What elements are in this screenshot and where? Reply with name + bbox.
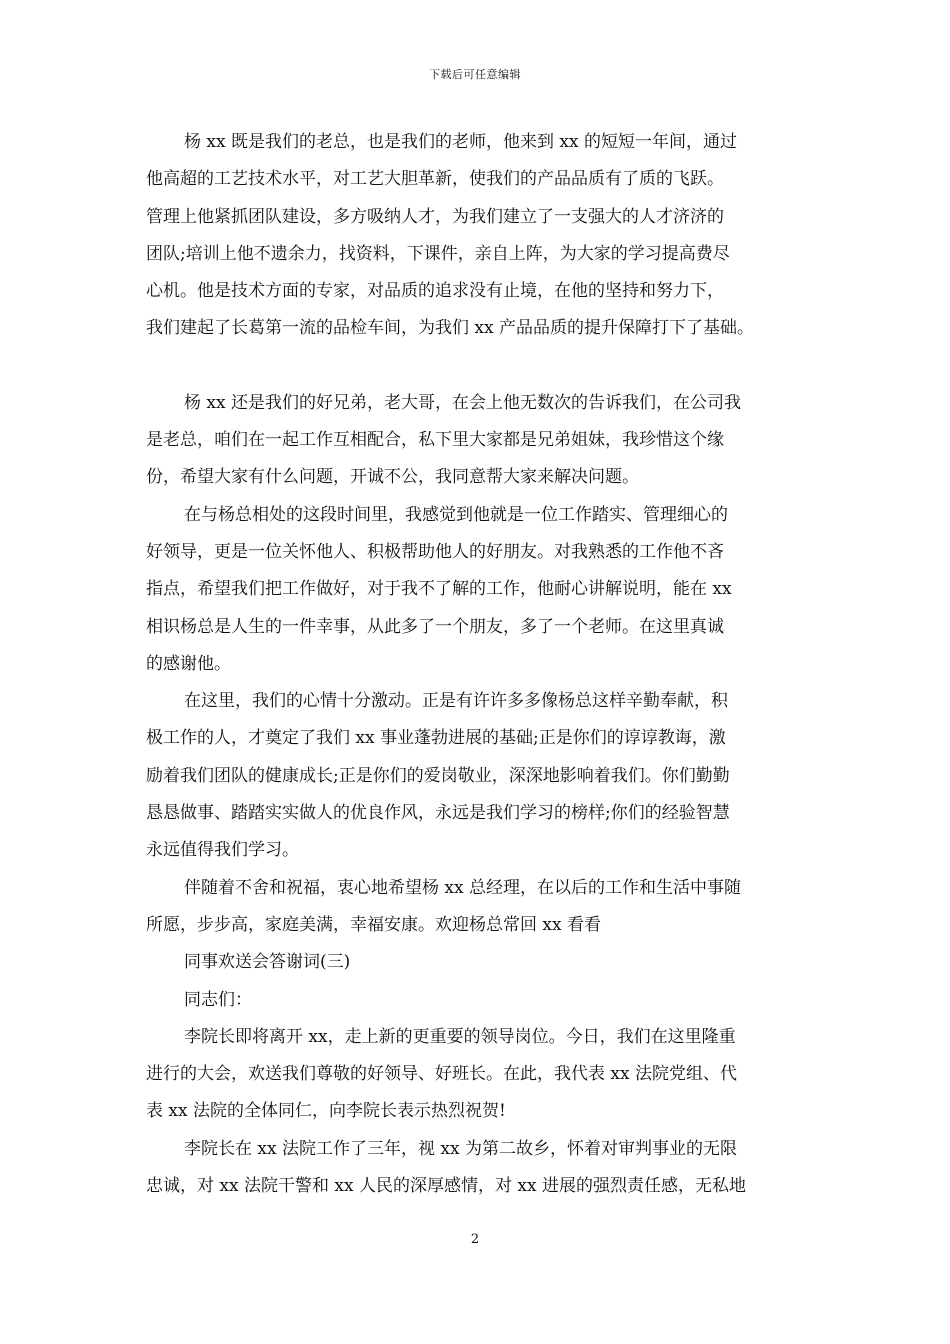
text-line: 好领导，更是一位关怀他人、积极帮助他人的好朋友。对我熟悉的工作他不吝 — [146, 541, 724, 562]
text-line: 忠诚，对 xx 法院干警和 xx 人民的深厚感情，对 xx 进展的强烈责任感，无私地 — [146, 1176, 746, 1197]
text-line: 恳恳做事、踏踏实实做人的优良作风，永远是我们学习的榜样;你们的经验智慧 — [146, 803, 730, 824]
document-body — [146, 124, 808, 1205]
text-line: 极工作的人，才奠定了我们 xx 事业蓬勃进展的基础;正是你们的谆谆教诲，激 — [146, 728, 726, 749]
text-line: 李院长在 xx 法院工作了三年，视 xx 为第二故乡，怀着对审判事业的无限 — [184, 1138, 737, 1159]
page-header-note: 下载后可任意编辑 — [429, 68, 521, 81]
text-line: 李院长即将离开 xx，走上新的更重要的领导岗位。今日，我们在这里隆重 — [184, 1026, 736, 1047]
text-line: 的感谢他。 — [146, 653, 231, 674]
text-line: 进行的大会，欢送我们尊敬的好领导、好班长。在此，我代表 xx 法院党组、代 — [146, 1064, 737, 1085]
text-line: 永远值得我们学习。 — [146, 840, 299, 861]
text-line: 是老总，咱们在一起工作互相配合，私下里大家都是兄弟姐妹，我珍惜这个缘 — [146, 430, 724, 451]
text-line: 他高超的工艺技术水平，对工艺大胆革新，使我们的产品品质有了质的飞跃。 — [146, 169, 724, 190]
page-number: 2 — [470, 1232, 480, 1247]
text-line: 心机。他是技术方面的专家，对品质的追求没有止境，在他的坚持和努力下， — [146, 281, 724, 302]
salutation: 同志们： — [184, 989, 252, 1010]
text-line: 份，希望大家有什么问题，开诚不公，我同意帮大家来解决问题。 — [146, 467, 639, 488]
text-line: 相识杨总是人生的一件幸事，从此多了一个朋友，多了一个老师。在这里真诚 — [146, 616, 724, 637]
text-line: 表 xx 法院的全体同仁，向李院长表示热烈祝贺! — [146, 1101, 506, 1122]
text-line: 管理上他紧抓团队建设，多方吸纳人才，为我们建立了一支强大的人才济济的 — [146, 206, 724, 227]
text-line: 在与杨总相处的这段时间里，我感觉到他就是一位工作踏实、管理细心的 — [184, 504, 728, 525]
text-line: 所愿，步步高，家庭美满，幸福安康。欢迎杨总常回 xx 看看 — [146, 914, 601, 935]
text-line: 伴随着不舍和祝福，衷心地希望杨 xx 总经理，在以后的工作和生活中事随 — [184, 877, 741, 898]
text-line: 指点，希望我们把工作做好，对于我不了解的工作，他耐心讲解说明，能在 xx — [146, 579, 732, 600]
paragraph-gap — [146, 348, 808, 385]
text-line: 杨 xx 既是我们的老总，也是我们的老师，他来到 xx 的短短一年间，通过 — [184, 132, 737, 152]
text-line: 杨 xx 还是我们的好兄弟，老大哥，在会上他无数次的告诉我们，在公司我 — [184, 392, 741, 413]
section-title: 同事欢送会答谢词(三) — [184, 952, 351, 973]
text-line: 在这里，我们的心情十分激动。正是有许许多多像杨总这样辛勤奉献，积 — [184, 691, 728, 712]
text-line: 团队;培训上他不遗余力，找资料，下课件，亲自上阵，为大家的学习提高费尽 — [146, 243, 730, 264]
text-line: 我们建起了长葛第一流的品检车间，为我们 xx 产品品质的提升保障打下了基础。 — [146, 318, 754, 339]
text-line: 励着我们团队的健康成长;正是你们的爱岗敬业，深深地影响着我们。你们勤勤 — [146, 765, 730, 786]
